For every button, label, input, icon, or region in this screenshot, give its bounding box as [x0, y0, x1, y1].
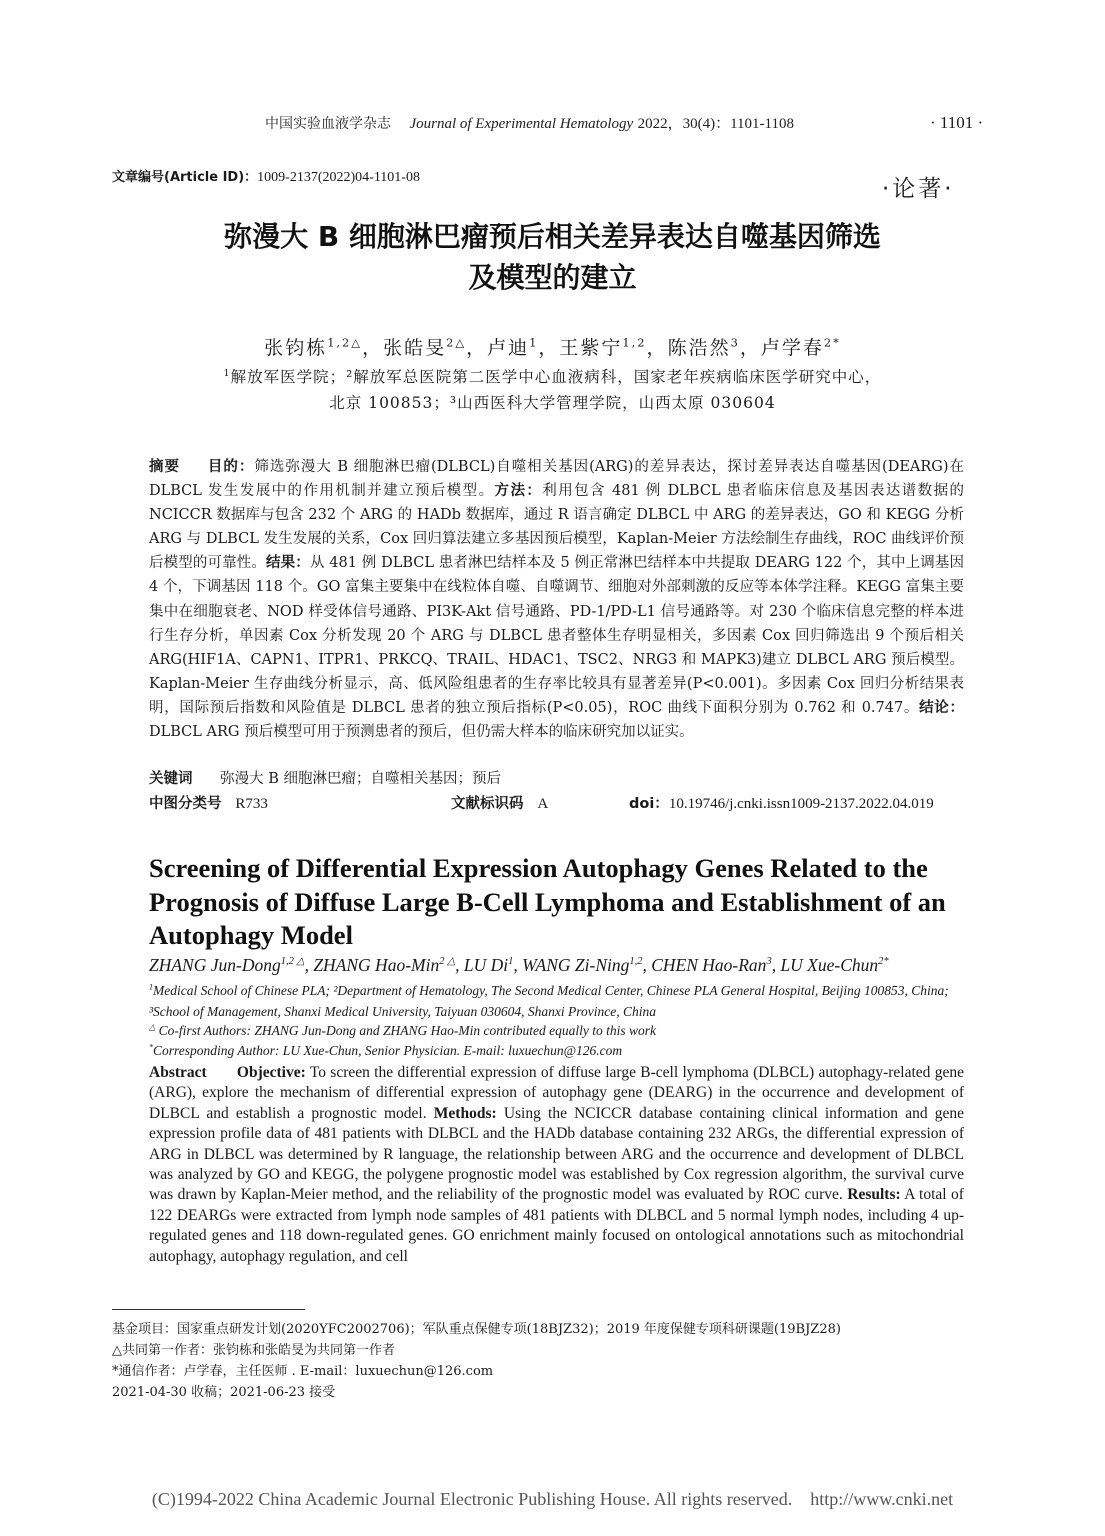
footnote-corresponding: *通信作者：卢学春，主任医师 . E-mail：luxuechun@126.com: [112, 1364, 494, 1379]
cn-author: 张钧栋$^{1,2\triangle}$: [264, 335, 363, 359]
en-results: A total of 122 DEARGs were extracted from lymph node samples of 481 patients with DLBCL and 5 normal lymph nodes, including 4 up-regulated genes and 118 down-regulated genes. GO enrichment mainly focused on ontological annotations such as mitochondrial autophagy, autophagy regulation, and cell: [149, 1186, 964, 1265]
cn-author: 陈浩然$^3$: [667, 335, 740, 359]
running-header: [265, 112, 794, 133]
cn-author: 张皓旻$^{2\triangle}$: [383, 335, 467, 359]
doc-code: 文献标识码 A: [451, 796, 549, 812]
clc-label: 中图分类号: [149, 796, 222, 812]
cn-author: 卢学春$^{2*}$: [760, 335, 841, 359]
en-corresponding-note: *Corresponding Author: LU Xue-Chun, Senior Physician. E-mail: luxuechun@126.com: [149, 1042, 623, 1058]
cn-results: 从 481 例 DLBCL 患者淋巴结样本及 5 例正常淋巴结样本中共提取 DEARG 122 个，其中上调基因 4 个，下调基因 118 个。GO 富集主要集中在线粒体自噬、自噬调节、细胞对外部刺激的反应等本体学注释。KEGG 富集主要集中在细胞衰老、NOD 样受体信号通路、PI3K-Akt 信号通路、PD-1/PD-L1 信号通路等。对 230 个临床信息完整的样本进行生存分析，单因素 Cox 分析发现 20 个 ARG 与 DLBCL 患者整体生存明显相关，多因素 Cox 回归筛选出 9 个预后相关 ARG(HIF1A、CAPN1、ITPR1、PRKCQ、TRAIL、HDAC1、TSC2、NRG3 和 MAPK3)建立 DLBCL ARG 预后模型。Kaplan-Meier 生存曲线分析显示，高、低风险组患者的生存率比较具有显著差异(P<0.001)。多因素 Cox 回归分析结果表明，国际预后指数和风险值是 DLBCL 患者的独立预后指标(P<0.05)，ROC 曲线下面积分别为 0.762 和 0.747。: [149, 555, 964, 716]
cn-author: 王紫宁$^{1,2}$: [559, 335, 647, 359]
cn-objective-label: 目的：: [207, 459, 255, 475]
en-author: LU Di$^1$: [463, 955, 514, 975]
en-cofirst-note: △ Co-first Authors: ZHANG Jun-Dong and ZHANG Hao-Min contributed equally to this work: [149, 1022, 656, 1038]
en-author: ZHANG Hao-Min$^{2 \triangle}$: [313, 955, 456, 975]
cn-conclusion: DLBCL ARG 预后模型可用于预测患者的预后，但仍需大样本的临床研究加以证实。: [149, 724, 694, 741]
footnote-cofirst: △共同第一作者：张钧栋和张皓旻为共同第一作者: [112, 1343, 395, 1358]
journal-name-cn: 中国实验血液学杂志: [265, 116, 391, 132]
cn-affiliation-line2: 北京 100853；³山西医科大学管理学院，山西太原 030604: [329, 394, 776, 412]
page-number: · 1101 ·: [930, 113, 984, 132]
en-objective: To screen the differential expression of diffuse large B-cell lymphoma (DLBCL) autophagy-related gene (ARG), explore the mechanism of differential expression of autophagy gene (DEARG) in the occurrence and development of DLBCL and establish a prognostic model.: [149, 1064, 964, 1122]
footnote-funding: 基金项目：国家重点研发计划(2020YFC2002706)；军队重点保健专项(18BJZ32)；2019 年度保健专项科研课题(19BJZ28): [112, 1322, 841, 1337]
en-author: CHEN Hao-Ran$^3$: [651, 955, 772, 975]
cn-abstract-label: 摘要: [149, 459, 180, 475]
en-author: ZHANG Jun-Dong$^{1,2 \triangle}$: [149, 955, 305, 975]
classification-line: [149, 792, 964, 816]
cn-title-line2: 及模型的建立: [468, 261, 637, 294]
en-objective-label: Objective:: [236, 1064, 306, 1081]
cn-keywords-value: 弥漫大 B 细胞淋巴瘤；自噬相关基因；预后: [220, 771, 502, 787]
cn-methods: 利用包含 481 例 DLBCL 患者临床信息及基因表达谱数据的 NCICCR 数据库与包含 232 个 ARG 的 HADb 数据库，通过 R 语言确定 DLBCL 中 ARG 的差异表达，GO 和 KEGG 分析 ARG 与 DLBCL 发生发展的关系，Cox 回归算法建立多基因预后模型，Kaplan-Meier 方法绘制生存曲线，ROC 曲线评价预后模型的可靠性。: [149, 483, 965, 572]
cn-objective: 筛选弥漫大 B 细胞淋巴瘤(DLBCL)自噬相关基因(ARG)的差异表达，探讨差异表达自噬基因(DEARG)在 DLBCL 发生发展中的作用机制并建立预后模型。: [149, 459, 965, 500]
cn-title-line1: 弥漫大 B 细胞淋巴瘤预后相关差异表达自噬基因筛选: [224, 220, 881, 253]
en-methods: Using the NCICCR database containing clinical information and gene expression profile data of 481 patients with DLBCL and the HADb database containing 232 ARGs, the differential expression of ARG in DLBCL was determined by R language, the relationship between ARG and the occurrence and development of DLBCL was analyzed by GO and KEGG, the polygene prognostic model was established by Cox regression algorithm, the survival curve was drawn by Kaplan-Meier method, and the reliability of the prognostic model was evaluated by ROC curve.: [149, 1104, 965, 1204]
journal-name-en: Journal of Experimental Hematology: [409, 116, 634, 132]
en-author: LU Xue-Chun$^{2*}$: [780, 955, 889, 975]
article-id-label: 文章编号(Article ID)：: [112, 170, 258, 185]
en-authors: ZHANG Jun-Dong$^{1,2 \triangle}$, ZHANG Hao-Min$^{2 \triangle}$, LU Di$^1$, WANG Zi-Ning$^{1,2}$, CHEN Hao-Ran$^3$, LU Xue-Chun$^{2*}$: [149, 955, 889, 975]
cn-keywords-label: 关键词: [149, 771, 193, 787]
article-id: [112, 166, 420, 186]
cn-authors: 张钧栋$^{1,2\triangle}$，张皓旻$^{2\triangle}$，卢迪$^1$，王紫宁$^{1,2}$，陈浩然$^3$，卢学春$^{2*}$: [264, 335, 841, 359]
en-methods-label: Methods:: [433, 1104, 497, 1122]
journal-volume: 2022，30(4)：1101-1108: [637, 116, 794, 132]
en-abstract: [149, 1063, 964, 1267]
cn-affiliation-line1: $^1$解放军医学院；²解放军总医院第二医学中心血液病科，国家老年疾病临床医学研究中心，: [223, 367, 882, 386]
en-abstract-label: Abstract: [149, 1064, 207, 1081]
footnote-rule: [112, 1309, 305, 1310]
footnote-dates: 2021-04-30 收稿；2021-06-23 接受: [112, 1385, 336, 1400]
en-author: WANG Zi-Ning$^{1,2}$: [522, 955, 643, 975]
doi: doi：10.19746/j.cnki.issn1009-2137.2022.04.019: [629, 796, 934, 812]
copyright-notice: (C)1994-2022 China Academic Journal Electronic Publishing House. All rights reserved. http://www.cnki.net: [151, 1489, 954, 1509]
en-affiliation: $^1$Medical School of Chinese PLA; ²Department of Hematology, The Second Medical Center, Chinese PLA General Hospital, Beijing 100853, China; ³School of Management, Shanxi Medical University, Taiyuan 030604, Shanxi Province, China: [149, 982, 949, 1019]
cn-title: [80, 216, 1025, 298]
cn-keywords: [149, 767, 964, 791]
cn-results-label: 结果：: [266, 555, 310, 572]
cn-abstract: [149, 455, 964, 744]
cn-conclusion-label: 结论：: [919, 699, 965, 716]
clc-value: R733: [235, 796, 268, 812]
en-title: Screening of Differential Expression Autophagy Genes Related to the Prognosis of Diffuse Large B-Cell Lymphoma and Establishment of an Autophagy Model: [149, 853, 946, 950]
cn-author: 卢迪$^1$: [487, 335, 539, 359]
article-id-value: 1009-2137(2022)04-1101-08: [257, 170, 420, 185]
cn-methods-label: 方法：: [494, 483, 543, 500]
section-label: ·论著·: [882, 176, 955, 202]
en-results-label: Results:: [847, 1186, 901, 1204]
